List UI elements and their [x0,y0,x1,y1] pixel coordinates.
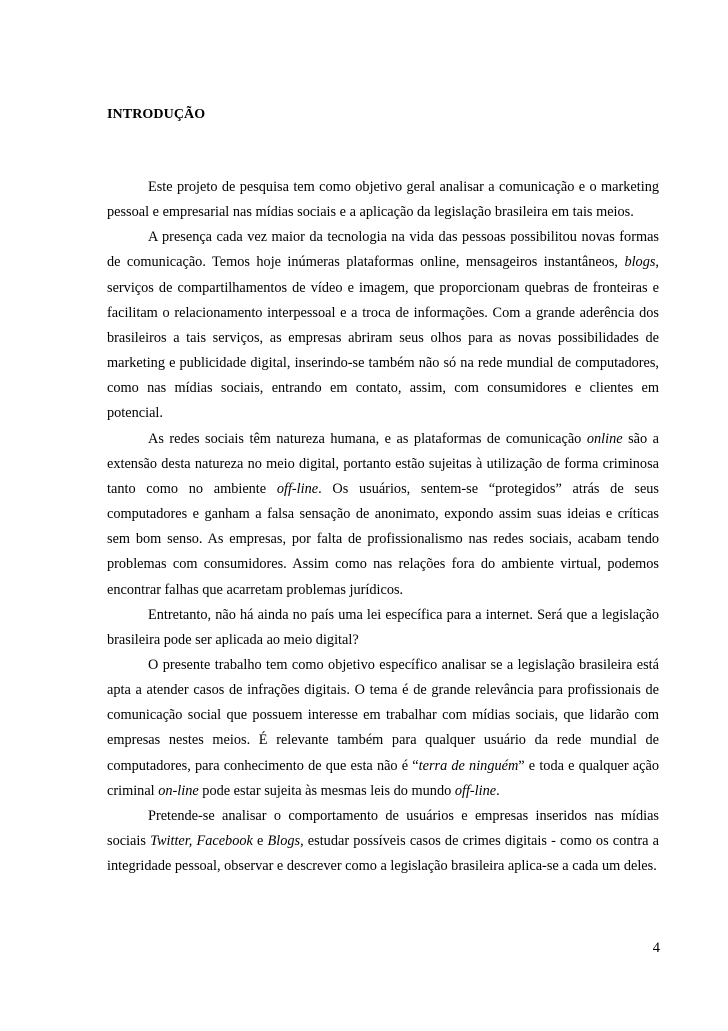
paragraph-3 [107,427,659,603]
italic-term: on-line [158,782,199,799]
text-run: pode estar sujeita às mesmas leis do mundo [198,782,455,799]
italic-term: Blogs [267,833,301,850]
italic-term: blogs [624,254,656,271]
paragraph-5 [107,653,659,804]
paragraph-4 [107,603,659,653]
paragraph-2 [107,225,659,426]
section-heading: INTRODUÇÃO [107,107,206,122]
text-run: Entretanto, não há ainda no país uma lei específica para a internet. Será que a legislação brasileira pode ser aplicada ao meio digital? [107,606,659,648]
text-run: Este projeto de pesquisa tem como objetivo geral analisar a comunicação e o marketing pessoal e empresarial nas mídias sociais e a aplicação da legislação brasileira em tais meios. [107,179,659,221]
text-run: , estudar possíveis casos de crimes digitais - como os contra a integridade pessoal, observar e descrever como a legislação brasileira aplica-se a cada um deles. [107,833,659,875]
paragraph-6 [107,804,659,879]
text-run: A presença cada vez maior da tecnologia na vida das pessoas possibilitou novas formas de comunicação. Temos hoje inúmeras plataformas online, mensageiros instantâneos, [107,229,659,271]
italic-term: off-line [276,480,319,497]
page-number: 4 [652,940,660,956]
text-run: são a extensão desta natureza no meio digital, portanto estão sujeitas à utilização de forma criminosa tanto como no ambiente [107,430,659,497]
text-run: . [496,782,500,799]
text-run: O presente trabalho tem como objetivo específico analisar se a legislação brasileira está apta a atender casos de infrações digitais. O tema é de grande relevância para profissionais de comunicação social que possuem interesse em trabalhar com mídias sociais, que lidarão com empresas nestes meios. É relevante também para qualquer usuário da rede mundial de computadores, para conhecimento de que esta não é “ [107,656,659,774]
body-text [107,175,659,879]
text-run: As redes sociais têm natureza humana, e as plataformas de comunicação [148,430,587,447]
italic-term: terra de ninguém [418,757,519,774]
text-run: , serviços de compartilhamentos de vídeo e imagem, que proporcionam quebras de fronteiras e facilitam o relacionamento interpessoal e a troca de informações. Com a grande aderência dos brasileiros a tais serviços, as empresas abriram seus olhos para as novas possibilidades de marketing e publicidade digital, inserindo-se também não só na rede mundial de computadores, como nas mídias sociais, entrando em contato, assim, com consumidores e clientes em potencial. [107,254,659,422]
text-run: ” e toda e qualquer ação criminal [107,757,659,799]
italic-term: Twitter, Facebook [150,833,253,850]
text-run: . Os usuários, sentem-se “protegidos” atrás de seus computadores e ganham a falsa sensação de anonimato, expondo assim suas ideias e críticas sem bom senso. As empresas, por falta de profissionalismo nas redes sociais, acabam tendo problemas com consumidores. Assim como nas relações fora do ambiente virtual, podemos encontrar falhas que acarretam problemas jurídicos. [107,480,659,598]
paragraph-1 [107,175,659,225]
italic-term: off-line [454,782,497,799]
text-run: e [252,833,268,850]
text-run: Pretende-se analisar o comportamento de usuários e empresas inseridos nas mídias sociais [107,807,659,850]
italic-term: online [586,430,623,447]
